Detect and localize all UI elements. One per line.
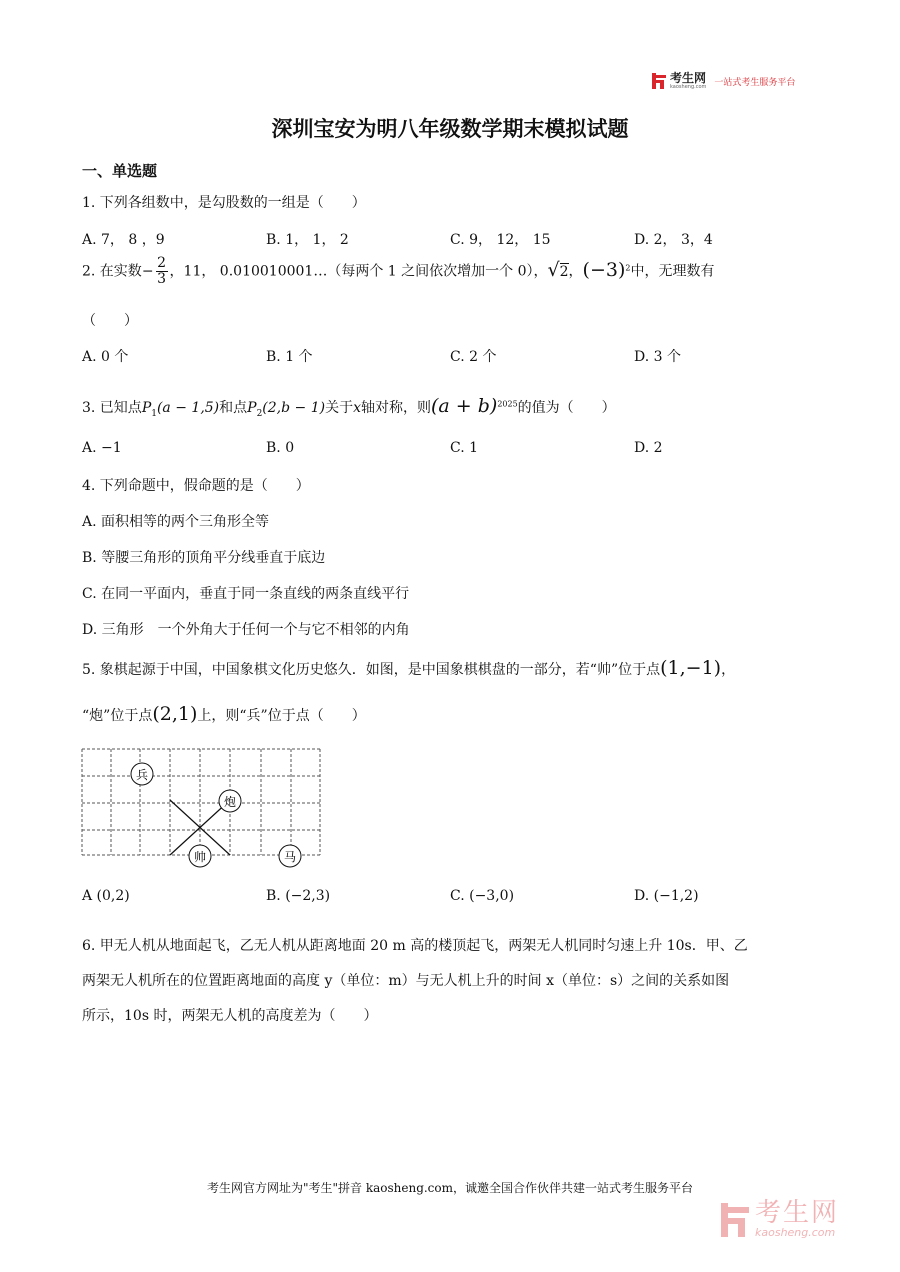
- chess-board-figure: [78, 745, 328, 873]
- q1-option-d: D. 2， 3，4: [634, 232, 713, 248]
- q3-option-d: D. 2: [634, 440, 663, 456]
- question-4-stem: 4. 下列命题中，假命题的是（ ）: [82, 478, 310, 494]
- sqrt-expression: √2: [547, 258, 569, 281]
- question-2-stem-cont: （ ）: [82, 313, 138, 329]
- brand-url: kaosheng.com: [670, 84, 707, 90]
- piece-shuai: [189, 845, 211, 867]
- question-5-stem: 5. 象棋起源于中国，中国象棋文化历史悠久．如图，是中国象棋棋盘的一部分，若“帅”位于点(1,−1)，: [82, 657, 736, 679]
- power-expression: $(-3)^2$: [582, 258, 631, 281]
- brand-header: [652, 72, 795, 90]
- svg-text:炮: 炮: [223, 795, 237, 809]
- q3-option-c: C. 1: [450, 440, 479, 456]
- q3-option-a: A. −1: [82, 440, 122, 456]
- piece-pao: [219, 790, 241, 812]
- q4-option-b: B. 等腰三角形的顶角平分线垂直于底边: [82, 550, 326, 566]
- q5-option-d: D. (−1,2): [634, 888, 699, 904]
- kaosheng-watermark-logo-icon: [721, 1203, 749, 1237]
- q1-option-c: C. 9， 12， 15: [450, 232, 551, 248]
- watermark-name: 考生网: [755, 1198, 840, 1228]
- svg-text:马: 马: [283, 850, 297, 864]
- piece-ma: [279, 845, 301, 867]
- q4-option-d: D. 三角形 一个外角大于任何一个与它不相邻的内角: [82, 622, 410, 638]
- footer-text: 考生网官方网址为"考生"拼音 kaosheng.com，诚邀全国合作伙伴共建一站式考生服务平台: [206, 1181, 694, 1195]
- question-3-stem: 3. 已知点$P_1(a - 1,5)$和点$P_2(2,b - 1)$关于x轴对称，则$(a + b)^{2025}$的值为（ ）: [82, 395, 616, 419]
- kaosheng-logo-icon: [652, 73, 666, 89]
- piece-bing: [131, 763, 153, 785]
- q2-option-d: D. 3 个: [634, 349, 681, 365]
- q5-option-b: B. (−2,3): [266, 888, 331, 904]
- question-6-line-2: 两架无人机所在的位置距离地面的高度 y（单位：m）与无人机上升的时间 x（单位：s）之间的关系如图: [82, 973, 730, 989]
- brand-name: 考生网: [670, 71, 707, 85]
- q2-option-c: C. 2 个: [450, 349, 497, 365]
- question-6-line-1: 6. 甲无人机从地面起飞，乙无人机从距离地面 20 m 高的楼顶起飞，两架无人机同时匀速上升 10s．甲、乙: [82, 938, 748, 954]
- svg-text:兵: 兵: [135, 768, 149, 782]
- q3-option-b: B. 0: [266, 440, 295, 456]
- q5-option-a: A (0,2): [82, 888, 130, 904]
- q1-option-a: A. 7， 8 ，9: [82, 232, 165, 248]
- question-1-stem: 1. 下列各组数中，是勾股数的一组是（ ）: [82, 195, 366, 211]
- q4-option-a: A. 面积相等的两个三角形全等: [82, 514, 270, 530]
- q1-option-b: B. 1， 1， 2: [266, 232, 349, 248]
- page-title: 深圳宝安为明八年级数学期末模拟试题: [271, 117, 629, 141]
- watermark-url: kaosheng.com: [755, 1226, 836, 1239]
- section-heading: 一、单选题: [82, 162, 158, 180]
- q4-option-c: C. 在同一平面内，垂直于同一条直线的两条直线平行: [82, 586, 410, 602]
- question-6-line-3: 所示，10s 时，两架无人机的高度差为（ ）: [82, 1008, 378, 1024]
- q2-option-b: B. 1 个: [266, 349, 313, 365]
- watermark: [721, 1200, 839, 1239]
- q2-option-a: A. 0 个: [82, 349, 129, 365]
- question-2-stem: 2. 在实数− $\frac{2}{3}$ ，11， 0.010010001…（每两个 1 之间依次增加一个 0），√2，$(-3)^2$中，无理数有: [82, 255, 715, 287]
- question-5-stem-cont: “炮”位于点(2,1)上，则“兵”位于点（ ）: [82, 703, 366, 725]
- brand-slogan: 一站式考生服务平台: [714, 77, 796, 88]
- fraction: $\frac{2}{3}$: [157, 255, 166, 287]
- q5-option-c: C. (−3,0): [450, 888, 515, 904]
- svg-text:帅: 帅: [193, 850, 207, 864]
